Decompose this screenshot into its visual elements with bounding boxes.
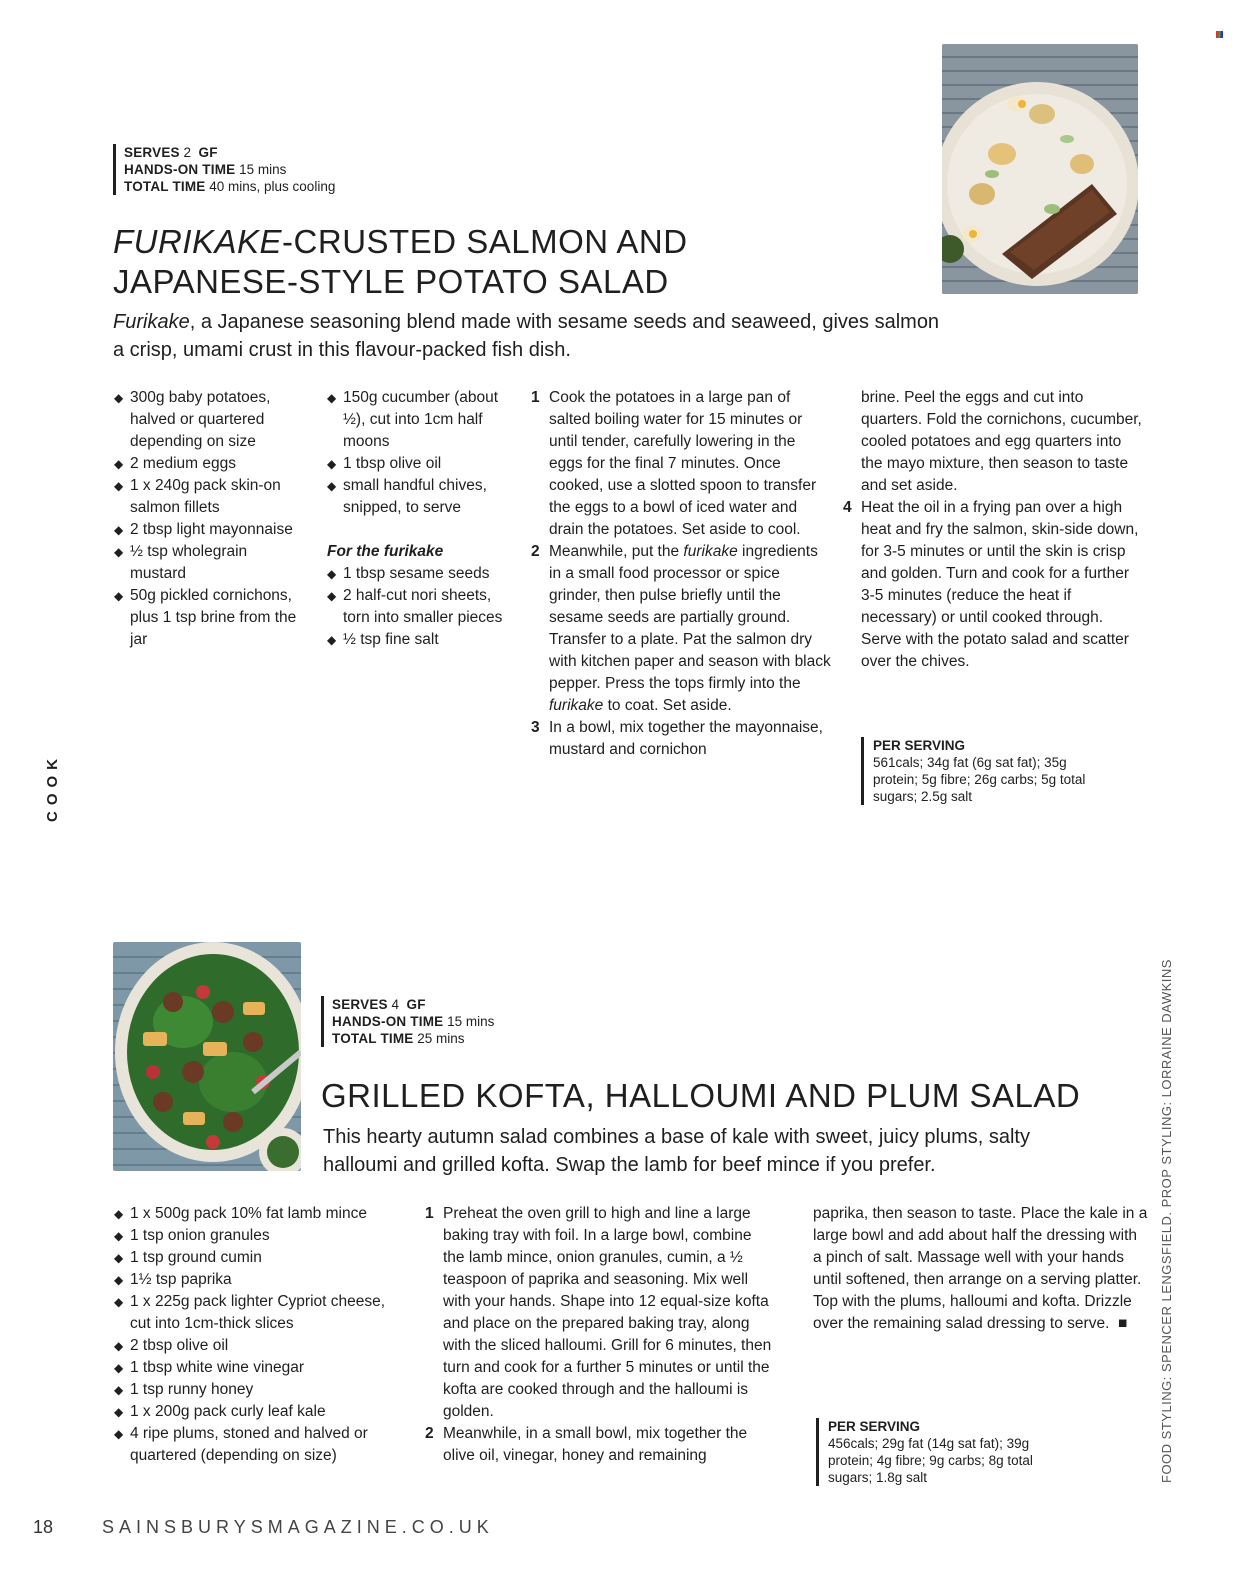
diet-badge: GF: [406, 997, 426, 1012]
salmon-dish-photo: [942, 44, 1138, 294]
hands-on-value: 15 mins: [447, 1014, 495, 1029]
recipe1-method-col2: [843, 387, 1143, 673]
ingredient-item: ◆ 50g pickled cornichons, plus 1 tsp brine from the jar: [114, 585, 304, 651]
styling-credits: FOOD STYLING: SPENCER LENGSFIELD. PROP STYLING: LORRAINE DAWKINS: [1159, 959, 1174, 1483]
recipe2-method-col1: [425, 1203, 775, 1467]
step-text: Meanwhile, in a small bowl, mix together the olive oil, vinegar, honey and remaining: [443, 1425, 748, 1464]
ingredient-item: ◆ 2 tbsp olive oil: [114, 1335, 406, 1357]
step-number: 2: [425, 1425, 434, 1442]
ingredient-item: ◆ 1 tsp onion granules: [114, 1225, 406, 1247]
serves-label: SERVES: [124, 145, 180, 160]
title-line1: -CRUSTED SALMON AND: [282, 223, 688, 260]
step-text: to coat. Set aside.: [603, 697, 732, 714]
nutrition-text: 456cals; 29g fat (14g sat fat); 39g protein; 4g fibre; 9g carbs; 8g total sugars; 1.8g salt: [828, 1436, 1033, 1485]
per-serving-label: PER SERVING: [873, 738, 966, 753]
serves-value: 2: [183, 145, 192, 160]
step-text: ingredients in a small food processor or spice grinder, then pulse briefly until the sesame seeds are partially ground. Transfer to a plate. Pat the salmon dry with kitchen paper and season with black pepper. Press the tops firmly into the: [549, 543, 831, 692]
title-line2: JAPANESE-STYLE POTATO SALAD: [113, 263, 669, 300]
total-time-label: TOTAL TIME: [124, 179, 206, 194]
ingredient-item: ◆ 1½ tsp paprika: [114, 1269, 406, 1291]
ingredient-item: ◆ 150g cucumber (about ½), cut into 1cm half moons: [327, 387, 517, 453]
site-url: SAINSBURYSMAGAZINE.CO.UK: [102, 1517, 494, 1537]
total-time-value: 40 mins, plus cooling: [209, 179, 336, 194]
title-italic: FURIKAKE: [113, 223, 283, 260]
ingredient-item: ◆ 1 x 200g pack curly leaf kale: [114, 1401, 406, 1423]
step-continuation: paprika, then season to taste. Place the kale in a large bowl and add about half the dressing with a pinch of salt. Massage well with your hands until softened, then arrange on a serving platter. Top with the plums, halloumi and kofta. Drizzle over the remaining salad dressing to serve.: [813, 1205, 1148, 1332]
corner-marker: [1216, 31, 1223, 38]
step-continuation: brine. Peel the eggs and cut into quarters. Fold the cornichons, cucumber, cooled potatoes and egg quarters into the mayo mixture, then season to taste and set aside.: [861, 389, 1142, 494]
method-step: [531, 541, 831, 717]
step-number: 3: [531, 719, 540, 736]
recipe2-meta: [321, 996, 494, 1047]
ingredient-item: ◆ 2 medium eggs: [114, 453, 304, 475]
recipe2-ingredients: [114, 1203, 406, 1467]
step-italic: furikake: [549, 697, 604, 714]
step-number: 2: [531, 543, 540, 560]
furikake-subheading: For the furikake: [327, 543, 444, 560]
recipe1-ingredients-col1: [114, 387, 304, 651]
end-mark: ■: [1118, 1315, 1128, 1332]
hands-on-label: HANDS-ON TIME: [124, 162, 236, 177]
ingredient-item: ◆ 4 ripe plums, stoned and halved or quartered (depending on size): [114, 1423, 406, 1467]
recipe2-title-text: GRILLED KOFTA, HALLOUMI AND PLUM SALAD: [321, 1077, 1081, 1114]
recipe2-title: [321, 1076, 1141, 1116]
ingredient-item: ◆ 1 tbsp sesame seeds: [327, 563, 517, 585]
recipe2-method-col2: [813, 1203, 1148, 1335]
nutrition-text: 561cals; 34g fat (6g sat fat); 35g protein; 5g fibre; 26g carbs; 5g total sugars; 2.5g salt: [873, 755, 1086, 804]
ingredient-item: ◆ small handful chives, snipped, to serve: [327, 475, 517, 519]
hands-on-label: HANDS-ON TIME: [332, 1014, 444, 1029]
ingredient-item: ◆ 1 x 240g pack skin-on salmon fillets: [114, 475, 304, 519]
ingredient-item: ◆ 1 tsp runny honey: [114, 1379, 406, 1401]
method-step: [531, 717, 831, 761]
kofta-salad-photo: [113, 942, 301, 1171]
ingredient-item: ◆ 1 tbsp olive oil: [327, 453, 517, 475]
diet-badge: GF: [198, 145, 218, 160]
recipe1-per-serving: [861, 737, 1113, 805]
ingredient-item: ◆ 1 tsp ground cumin: [114, 1247, 406, 1269]
intro-italic: Furikake: [113, 311, 190, 333]
total-time-label: TOTAL TIME: [332, 1031, 414, 1046]
ingredient-item: ◆ ½ tsp fine salt: [327, 629, 517, 651]
method-step: [425, 1423, 775, 1467]
step-number: 4: [843, 499, 852, 516]
ingredient-item: ◆ ½ tsp wholegrain mustard: [114, 541, 304, 585]
recipe1-method-col1: [531, 387, 831, 761]
step-text: Cook the potatoes in a large pan of salted boiling water for 15 minutes or until tender, carefully lowering in the eggs for the final 7 minutes. Once cooked, use a slotted spoon to transfer the eggs to a bowl of iced water and drain the potatoes. Set aside to cool.: [549, 389, 817, 538]
ingredient-item: ◆ 2 tbsp light mayonnaise: [114, 519, 304, 541]
step-text: Preheat the oven grill to high and line a large baking tray with foil. In a large bowl, combine the lamb mince, onion granules, cumin, a ½ teaspoon of paprika and seasoning. Mix well with your hands. Shape into 12 equal-size kofta and place on the prepared baking tray, along with the sliced halloumi. Grill for 6 minutes, then turn and cook for a further 5 minutes or until the kofta are cooked through and the halloumi is golden.: [443, 1205, 772, 1420]
ingredient-item: ◆ 2 half-cut nori sheets, torn into smaller pieces: [327, 585, 517, 629]
step-text: In a bowl, mix together the mayonnaise, mustard and cornichon: [549, 719, 823, 758]
step-italic: furikake: [683, 543, 738, 560]
page-number: 18: [33, 1517, 54, 1537]
recipe1-title: [113, 222, 913, 302]
ingredient-item: ◆ 300g baby potatoes, halved or quartered depending on size: [114, 387, 304, 453]
intro-text: , a Japanese seasoning blend made with sesame seeds and seaweed, gives salmon a crisp, umami crust in this flavour-packed fish dish.: [113, 311, 940, 361]
ingredient-item: ◆ 1 x 225g pack lighter Cypriot cheese, cut into 1cm-thick slices: [114, 1291, 406, 1335]
section-label: COOK: [44, 753, 61, 822]
total-time-value: 25 mins: [417, 1031, 465, 1046]
serves-label: SERVES: [332, 997, 388, 1012]
recipe2-per-serving: [816, 1418, 1068, 1486]
method-step: [425, 1203, 775, 1423]
recipe1-intro: [113, 308, 953, 364]
step-number: 1: [531, 389, 540, 406]
ingredient-item: ◆ 1 tbsp white wine vinegar: [114, 1357, 406, 1379]
recipe1-ingredients-col2: [327, 387, 517, 651]
serves-value: 4: [391, 997, 400, 1012]
step-number: 1: [425, 1205, 434, 1222]
step-text: Heat the oil in a frying pan over a high heat and fry the salmon, skin-side down, for 3-5 minutes or until the skin is crisp and golden. Turn and cook for a further 3-5 minutes (reduce the heat if necessary) or until cooked through. Serve with the potato salad and scatter over the chives.: [861, 499, 1139, 670]
hands-on-value: 15 mins: [239, 162, 287, 177]
method-step: [531, 387, 831, 541]
step-text: Meanwhile, put the: [549, 543, 684, 560]
per-serving-label: PER SERVING: [828, 1419, 921, 1434]
ingredient-item: ◆ 1 x 500g pack 10% fat lamb mince: [114, 1203, 406, 1225]
method-step: [843, 497, 1143, 673]
recipe2-intro-text: This hearty autumn salad combines a base of kale with sweet, juicy plums, salty halloumi and grilled kofta. Swap the lamb for beef mince if you prefer.: [323, 1126, 1030, 1176]
recipe1-meta: [113, 144, 335, 195]
recipe2-intro: [323, 1123, 1103, 1179]
